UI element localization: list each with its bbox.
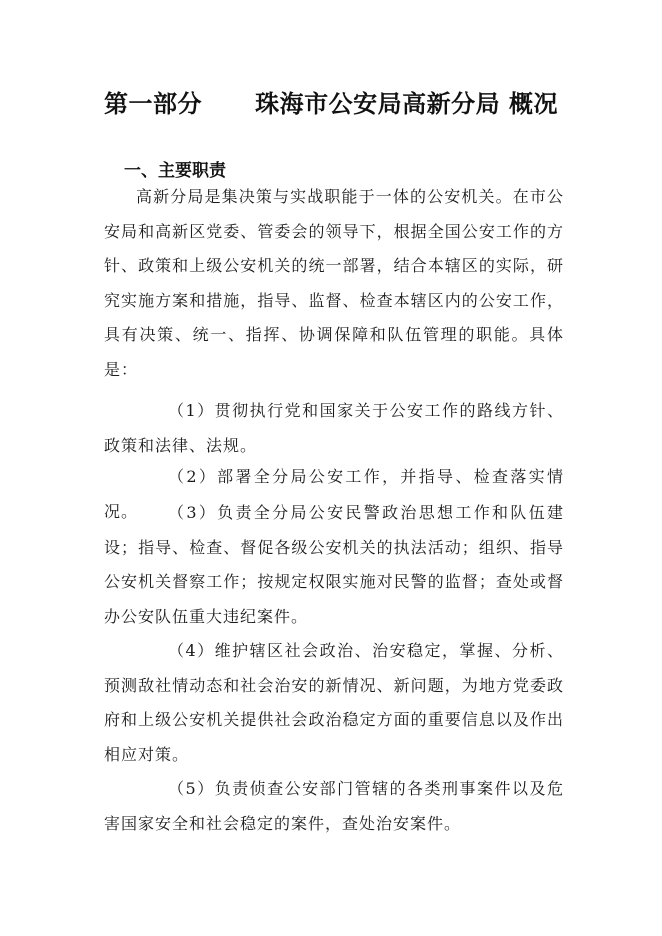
duty-item-5: （5）负责侦查公安部门管辖的各类刑事案件以及危害国家安全和社会稳定的案件，查处治安案件。 (104, 779, 564, 833)
document-title: 第一部分 珠海市公安局高新分局 概况 (104, 90, 558, 118)
intro-paragraph: 高新分局是集决策与实战职能于一体的公安机关。在市公安局和高新区党委、管委会的领导下，根据全国公安工作的方针、政策和上级公安机关的统一部署，结合本辖区的实际，研究实施方案和措施，指导、监督、检查本辖区内的公安工作，具有决策、统一、指挥、协调保障和队伍管理的职能。具体是： (104, 187, 564, 379)
duty-item-3: （3）负责全分局公安民警政治思想工作和队伍建设；指导、检查、督促各级公安机关的执法活动；组织、指导公安机关督察工作；按规定权限实施对民警的监督；查处或督办公安队伍重大违纪案件。 (104, 503, 564, 626)
duty-item-1: （1）贯彻执行党和国家关于公安工作的路线方针、政策和法律、法规。 (104, 401, 564, 455)
section-heading: 一、主要职责 (124, 161, 226, 181)
duty-item-2: （2）部署全分局公安工作，并指导、检查落实情况。 (104, 467, 564, 521)
duty-item-4: （4）维护辖区社会政治、治安稳定，掌握、分析、预测敌社情动态和社会治安的新情况、新问题，为地方党委政府和上级公安机关提供社会政治稳定方面的重要信息以及作出相应对策。 (104, 641, 564, 764)
